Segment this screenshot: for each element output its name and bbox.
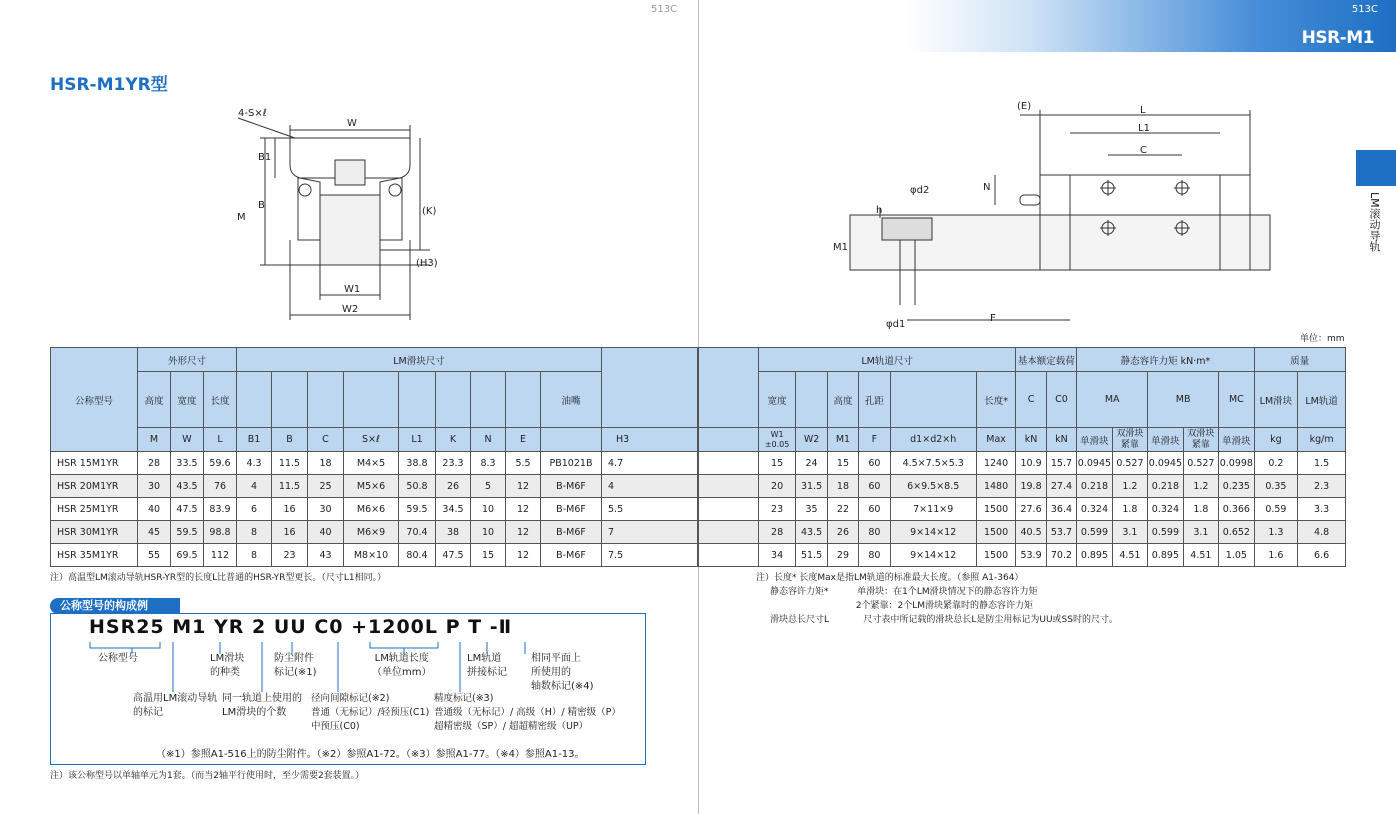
table-header-cell: B1 (237, 428, 272, 452)
table-cell: 0.366 (1219, 498, 1254, 521)
table-header-cell: kN (1016, 428, 1046, 452)
table-header-cell: C (308, 428, 344, 452)
table-cell: 22 (827, 498, 858, 521)
table-header-cell: 高度 (827, 372, 858, 428)
table-cell: 1.05 (1219, 544, 1254, 567)
table-header-cell: LM滑块 (1254, 372, 1298, 428)
label-nominal: 公称型号 (98, 653, 138, 664)
table-cell: 4.7 (602, 452, 698, 475)
table-cell: HSR 35M1YR (51, 544, 138, 567)
table-cell: 8.3 (471, 452, 506, 475)
table-cell: 30 (308, 498, 344, 521)
table-cell: 50.8 (399, 475, 436, 498)
table-cell: 15 (758, 452, 796, 475)
table-row (51, 452, 698, 475)
dim-label-w: W (347, 118, 357, 129)
table-cell: 0.2 (1254, 452, 1298, 475)
table-cell: 59.6 (204, 452, 237, 475)
table-cell: 47.5 (436, 544, 471, 567)
table-cell: 15 (471, 544, 506, 567)
table-header-cell (471, 372, 506, 428)
table-header-cell (237, 372, 272, 428)
hdr-outer: 外形尺寸 (138, 348, 237, 372)
table-cell: 5.5 (506, 452, 541, 475)
table-cell: 43.5 (171, 475, 204, 498)
table-cell: 23 (758, 498, 796, 521)
table-header-cell: N (471, 428, 506, 452)
table-header-cell: 孔距 (859, 372, 890, 428)
label-seal: 防尘附件 标记(※1) (274, 653, 317, 678)
table-cell: 38 (436, 521, 471, 544)
table-cell: 45 (138, 521, 171, 544)
note-right-1: 注）长度* 长度Max是指LM轨道的标准最大长度。（参照 A1-364） (756, 573, 1024, 583)
table-cell: 0.59 (1254, 498, 1298, 521)
hdr-mass: 质量 (1254, 348, 1345, 372)
table-cell: 4.8 (1298, 521, 1346, 544)
table-cell: 1500 (976, 544, 1016, 567)
table-header-cell (890, 372, 976, 428)
table-cell: HSR 15M1YR (51, 452, 138, 475)
hdr-sym-m: M (138, 428, 171, 452)
table-cell: 7 (602, 521, 698, 544)
table-cell: 23 (272, 544, 308, 567)
table-row (51, 521, 698, 544)
table-cell: 112 (204, 544, 237, 567)
dim-label-b1: B1 (258, 152, 272, 163)
table-header-cell: 双滑块紧靠 (1112, 428, 1147, 452)
hdr-width: 宽度 (171, 372, 204, 428)
table-header-cell: S×ℓ (344, 428, 399, 452)
table-cell: 5.5 (602, 498, 698, 521)
dim-label-c: C (1140, 145, 1147, 156)
table-cell: M8×10 (344, 544, 399, 567)
hdr-length: 长度 (204, 372, 237, 428)
table-header-cell (272, 372, 308, 428)
table-row (699, 521, 1346, 544)
table-header-cell: W2 (796, 428, 827, 452)
table-header-cell (541, 428, 602, 452)
table-cell: 6×9.5×8.5 (890, 475, 976, 498)
table-cell: 0.0998 (1219, 452, 1254, 475)
table-header-cell (436, 372, 471, 428)
table-cell: B-M6F (541, 544, 602, 567)
table-header-cell: W1 ±0.05 (758, 428, 796, 452)
table-cell: 0.324 (1148, 498, 1183, 521)
table-cell: 1.8 (1112, 498, 1147, 521)
table-cell: 18 (308, 452, 344, 475)
hdr-grease: 油嘴 (541, 372, 602, 428)
table-cell: 4 (237, 475, 272, 498)
table-cell: 12 (506, 544, 541, 567)
table-cell: 0.599 (1148, 521, 1183, 544)
table-cell: 59.5 (171, 521, 204, 544)
table-cell: 4.3 (237, 452, 272, 475)
dim-label-l: L (1140, 105, 1146, 116)
table-cell: 15 (827, 452, 858, 475)
table-cell: 15.7 (1046, 452, 1076, 475)
dim-label-d2: φd2 (910, 185, 930, 196)
table-cell: 11.5 (272, 475, 308, 498)
cross-section-drawing (220, 100, 450, 330)
hdr-block: LM滑块尺寸 (237, 348, 602, 372)
spec-table-left (50, 347, 698, 567)
side-label: LM滚动导轨 (1368, 192, 1381, 252)
note-left: 注）高温型LM滚动导轨HSR-YR型的长度L比普通的HSR-YR型更长。（尺寸L1相同。） (50, 573, 387, 583)
table-cell: 60 (859, 452, 890, 475)
table-cell: 7×11×9 (890, 498, 976, 521)
label-count: 同一轨道上使用的 LM滑块的个数 (222, 693, 302, 718)
hdr-rail: LM轨道尺寸 (758, 348, 1016, 372)
table-cell: 98.8 (204, 521, 237, 544)
hdr-sym-w: W (171, 428, 204, 452)
table-cell: M5×6 (344, 475, 399, 498)
table-cell: 4.5×7.5×5.3 (890, 452, 976, 475)
table-cell: 0.527 (1112, 452, 1147, 475)
table-header-cell: 双滑块紧靠 (1183, 428, 1218, 452)
label-high-temp: 高温用LM滚动导轨 的标记 (133, 693, 218, 718)
table-cell: 29 (827, 544, 858, 567)
table-row (51, 498, 698, 521)
table-header-cell: M1 (827, 428, 858, 452)
table-cell: 9×14×12 (890, 521, 976, 544)
model-title: HSR-M1YR型 (50, 75, 168, 95)
table-cell: 3.3 (1298, 498, 1346, 521)
table-cell: 28 (758, 521, 796, 544)
table-cell: HSR 20M1YR (51, 475, 138, 498)
table-cell: B-M6F (541, 521, 602, 544)
table-cell: 76 (204, 475, 237, 498)
table-cell: 26 (827, 521, 858, 544)
moment-mc-icon: MC (1219, 372, 1254, 428)
moment-ma-icon: MA (1077, 372, 1148, 428)
table-cell: 10 (471, 498, 506, 521)
table-cell: 26 (436, 475, 471, 498)
table-cell: 70.2 (1046, 544, 1076, 567)
table-cell: 0.599 (1077, 521, 1112, 544)
table-cell: 4.51 (1183, 544, 1218, 567)
table-cell: 1.3 (1254, 521, 1298, 544)
hdr-h3: H3 (602, 428, 698, 452)
table-header-cell: E (506, 428, 541, 452)
table-cell: 69.5 (171, 544, 204, 567)
dim-label-b: B (258, 200, 265, 211)
series-title: HSR-M1 (1301, 28, 1374, 48)
table-cell: 1500 (976, 521, 1016, 544)
table-cell: 4.51 (1112, 544, 1147, 567)
table-cell: 1240 (976, 452, 1016, 475)
dim-label-h: h (876, 205, 883, 216)
table-cell: 20 (758, 475, 796, 498)
series-banner (905, 0, 1396, 52)
table-cell: 0.0945 (1077, 452, 1112, 475)
table-header-cell: 单滑块 (1077, 428, 1112, 452)
hdr-rated: 基本额定载荷 (1016, 348, 1077, 372)
table-cell: 18 (827, 475, 858, 498)
table-cell: 1500 (976, 498, 1016, 521)
table-cell: 12 (506, 521, 541, 544)
table-cell: 27.4 (1046, 475, 1076, 498)
table-cell: 35 (796, 498, 827, 521)
hdr-moment: 静态容许力矩 kN·m* (1077, 348, 1254, 372)
table-header-cell (506, 372, 541, 428)
table-cell: 0.218 (1077, 475, 1112, 498)
table-header-cell: C (1016, 372, 1046, 428)
table-cell: 4 (602, 475, 698, 498)
table-cell: 19.8 (1016, 475, 1046, 498)
dim-label-h3: (H3) (416, 258, 438, 269)
dim-label-w1: W1 (344, 284, 361, 295)
table-header-cell: kN (1046, 428, 1076, 452)
table-cell: 40.5 (1016, 521, 1046, 544)
table-cell: 55 (138, 544, 171, 567)
note-right-3: 2个紧靠：2个LM滑块紧靠时的静态容许力矩 (770, 601, 1034, 611)
table-cell: 5 (471, 475, 506, 498)
table-cell: 83.9 (204, 498, 237, 521)
table-header-cell: C0 (1046, 372, 1076, 428)
dim-label-m: M (237, 212, 246, 223)
table-row (699, 498, 1346, 521)
table-cell: 11.5 (272, 452, 308, 475)
table-cell: 9×14×12 (890, 544, 976, 567)
table-cell: 80 (859, 521, 890, 544)
dim-label-l1: L1 (1138, 123, 1150, 134)
note-right-4: 滑块总长尺寸L 尺寸表中所记载的滑块总长L是防尘用标记为UU或SS时的尺寸。 (770, 615, 1118, 625)
table-cell: 3.1 (1112, 521, 1147, 544)
table-cell: 53.9 (1016, 544, 1046, 567)
table-cell: 31.5 (796, 475, 827, 498)
table-header-cell: kg/m (1298, 428, 1346, 452)
table-cell: HSR 30M1YR (51, 521, 138, 544)
table-cell: 1480 (976, 475, 1016, 498)
table-cell: 1.5 (1298, 452, 1346, 475)
table-header-cell: 单滑块 (1219, 428, 1254, 452)
table-cell (699, 544, 759, 567)
table-cell: 27.6 (1016, 498, 1046, 521)
table-header-cell (602, 348, 698, 428)
label-clearance: 径向间隙标记(※2) 普通（无标记）/轻预压(C1) 中预压(C0) (311, 693, 430, 732)
dim-label-n: N (983, 182, 991, 193)
hdr-sym-l: L (204, 428, 237, 452)
table-cell: 23.3 (436, 452, 471, 475)
table-row (51, 475, 698, 498)
table-header-cell (699, 428, 759, 452)
table-cell: 2.3 (1298, 475, 1346, 498)
config-title: 公称型号的构成例 (50, 598, 180, 614)
table-cell (699, 452, 759, 475)
table-cell: 0.35 (1254, 475, 1298, 498)
table-cell: 60 (859, 475, 890, 498)
table-cell: 59.5 (399, 498, 436, 521)
table-cell: 1.6 (1254, 544, 1298, 567)
table-header-cell (399, 372, 436, 428)
table-header-cell: L1 (399, 428, 436, 452)
table-cell: 0.218 (1148, 475, 1183, 498)
table-cell: 38.8 (399, 452, 436, 475)
dim-label-m1: M1 (833, 242, 848, 253)
table-header-cell (796, 372, 827, 428)
table-cell: 28 (138, 452, 171, 475)
dim-label-w2: W2 (342, 304, 359, 315)
side-view-drawing (820, 95, 1290, 330)
table-cell: 3.1 (1183, 521, 1218, 544)
table-cell: 0.527 (1183, 452, 1218, 475)
table-cell (699, 475, 759, 498)
table-cell: 34.5 (436, 498, 471, 521)
table-cell: 8 (237, 521, 272, 544)
table-cell: 10 (471, 521, 506, 544)
table-cell: HSR 25M1YR (51, 498, 138, 521)
table-cell: 47.5 (171, 498, 204, 521)
table-cell: 16 (272, 521, 308, 544)
table-cell: 1.2 (1112, 475, 1147, 498)
table-cell: 10.9 (1016, 452, 1046, 475)
table-cell: 6.6 (1298, 544, 1346, 567)
table-cell: 80 (859, 544, 890, 567)
table-cell: 16 (272, 498, 308, 521)
table-cell (699, 498, 759, 521)
table-cell: 33.5 (171, 452, 204, 475)
moment-mb-icon: MB (1148, 372, 1219, 428)
table-cell: 25 (308, 475, 344, 498)
table-cell: 7.5 (602, 544, 698, 567)
table-cell: M6×9 (344, 521, 399, 544)
table-cell: 0.324 (1077, 498, 1112, 521)
table-cell: 24 (796, 452, 827, 475)
hdr-model: 公称型号 (51, 348, 138, 452)
table-cell: B-M6F (541, 475, 602, 498)
config-references: （※1）参照A1-516上的防尘附件。（※2）参照A1-72。（※3）参照A1-77。（※4）参照A1-13。 (156, 749, 585, 760)
table-cell: 51.5 (796, 544, 827, 567)
table-cell: 12 (506, 498, 541, 521)
table-cell: 8 (237, 544, 272, 567)
table-cell: 53.7 (1046, 521, 1076, 544)
table-cell: 0.895 (1077, 544, 1112, 567)
table-cell: 43.5 (796, 521, 827, 544)
table-cell: 34 (758, 544, 796, 567)
table-cell: 0.0945 (1148, 452, 1183, 475)
table-cell: 0.652 (1219, 521, 1254, 544)
left-page-number: 513C (651, 4, 678, 15)
table-cell: 36.4 (1046, 498, 1076, 521)
table-header-cell: 单滑块 (1148, 428, 1183, 452)
table-row (699, 544, 1346, 567)
label-joint: LM轨道 拼接标记 (467, 653, 507, 678)
table-header-cell: F (859, 428, 890, 452)
label-axis: 相同平面上 所使用的 轴数标记(※4) (531, 653, 594, 692)
table-cell: 12 (506, 475, 541, 498)
table-cell: 6 (237, 498, 272, 521)
table-cell: 60 (859, 498, 890, 521)
table-cell: 1.8 (1183, 498, 1218, 521)
table-cell: 1.2 (1183, 475, 1218, 498)
table-cell: M4×5 (344, 452, 399, 475)
config-code: HSR25 M1 YR 2 UU C0 +1200L P T -Ⅱ (89, 616, 513, 638)
table-row (699, 452, 1346, 475)
dim-label-k: (K) (422, 206, 437, 217)
table-cell: 40 (138, 498, 171, 521)
table-cell: 43 (308, 544, 344, 567)
table-header-cell: 宽度 (758, 372, 796, 428)
dim-label-f: F (990, 313, 996, 324)
note-right-2: 静态容许力矩* 单滑块：在1个LM滑块情况下的静态容许力矩 (770, 587, 1038, 597)
table-header-cell (308, 372, 344, 428)
bottom-note: 注）该公称型号以单轴单元为1套。（而当2轴平行使用时，至少需要2套装置。） (50, 771, 365, 781)
dim-label-sl: 4-S×ℓ (238, 108, 267, 119)
table-cell: 40 (308, 521, 344, 544)
right-page-number: 513C (1351, 4, 1378, 15)
table-cell: 80.4 (399, 544, 436, 567)
table-cell: 30 (138, 475, 171, 498)
table-cell: B-M6F (541, 498, 602, 521)
table-row (51, 544, 698, 567)
side-tab (1356, 150, 1396, 186)
label-block-type: LM滑块 的种类 (210, 653, 245, 678)
table-cell (699, 521, 759, 544)
label-accuracy: 精度标记(※3) 普通级（无标记）/ 高级（H）/ 精密级（P） 超精密级（SP）/ 超超精密级（UP） (434, 693, 621, 732)
spec-table-right (698, 347, 1346, 567)
unit-label: 单位：mm (1300, 334, 1345, 344)
table-header-cell: kg (1254, 428, 1298, 452)
table-header-cell (344, 372, 399, 428)
table-header-cell: K (436, 428, 471, 452)
table-cell: 0.235 (1219, 475, 1254, 498)
table-header-cell: B (272, 428, 308, 452)
dim-label-d1: φd1 (886, 319, 906, 330)
table-cell: 0.895 (1148, 544, 1183, 567)
hdr-height: 高度 (138, 372, 171, 428)
label-rail-length: LM轨道长度 （单位mm） (372, 653, 432, 678)
dim-label-e: (E) (1017, 101, 1032, 112)
table-header-cell (699, 348, 759, 428)
table-header-cell: Max (976, 428, 1016, 452)
table-row (699, 475, 1346, 498)
table-header-cell: 长度* (976, 372, 1016, 428)
table-header-cell: d1×d2×h (890, 428, 976, 452)
table-cell: PB1021B (541, 452, 602, 475)
table-header-cell: LM轨道 (1298, 372, 1346, 428)
table-cell: 70.4 (399, 521, 436, 544)
table-cell: M6×6 (344, 498, 399, 521)
